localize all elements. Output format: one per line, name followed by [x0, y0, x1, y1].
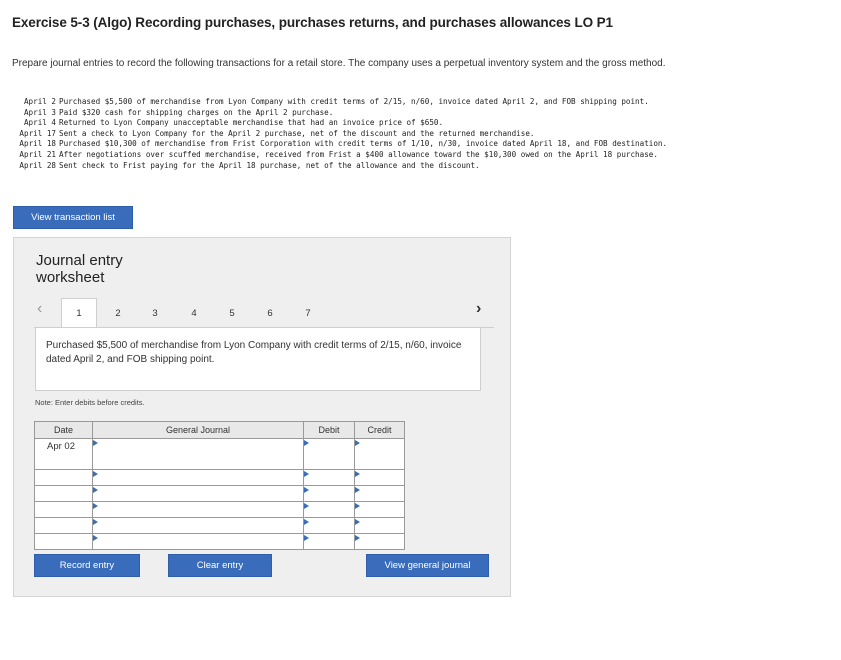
worksheet-tabs [34, 297, 494, 328]
general-journal-column-header: General Journal [93, 422, 304, 439]
credit-input[interactable] [355, 534, 405, 550]
date-cell: Apr 02 [35, 439, 93, 470]
account-select[interactable] [93, 502, 304, 518]
chevron-left-icon[interactable]: ‹ [37, 300, 43, 317]
tab-6[interactable]: 6 [267, 307, 273, 319]
credit-input[interactable] [355, 486, 405, 502]
dropdown-indicator-icon [304, 471, 309, 477]
credit-input[interactable] [355, 502, 405, 518]
dropdown-indicator-icon [355, 503, 360, 509]
debit-input[interactable] [304, 502, 355, 518]
dropdown-indicator-icon [304, 487, 309, 493]
dropdown-indicator-icon [304, 535, 309, 541]
tab-1[interactable]: 1 [61, 298, 97, 329]
table-row [35, 439, 405, 470]
journal-table [34, 421, 405, 550]
dropdown-indicator-icon [355, 519, 360, 525]
dropdown-indicator-icon [355, 487, 360, 493]
dropdown-indicator-icon [355, 535, 360, 541]
date-cell[interactable] [35, 502, 93, 518]
date-cell[interactable] [35, 470, 93, 486]
instructions: Prepare journal entries to record the following transactions for a retail store. The company uses a perpetual inventory system and the gross method. [12, 58, 666, 69]
date-cell[interactable] [35, 534, 93, 550]
date-column-header: Date [35, 422, 93, 439]
transaction-row: April 4 Returned to Lyon Company unacceptable merchandise that had an invoice price of $650. [23, 118, 444, 128]
debit-input[interactable] [304, 470, 355, 486]
table-row [35, 534, 405, 550]
debit-input[interactable] [304, 486, 355, 502]
credit-input[interactable] [355, 439, 405, 470]
debit-input[interactable] [304, 439, 355, 470]
tab-5[interactable]: 5 [229, 307, 235, 319]
page-title: Exercise 5-3 (Algo) Recording purchases, purchases returns, and purchases allowances LO P1 [12, 15, 613, 30]
debit-column-header: Debit [304, 422, 355, 439]
journal-entry-worksheet [13, 237, 511, 597]
dropdown-indicator-icon [304, 519, 309, 525]
transaction-row: April 28 Sent check to Frist paying for the April 18 purchase, net of the allowance and the discount. [19, 160, 480, 170]
dropdown-indicator-icon [93, 440, 98, 446]
account-select[interactable] [93, 518, 304, 534]
dropdown-indicator-icon [93, 503, 98, 509]
table-row [35, 486, 405, 502]
tab-4[interactable]: 4 [191, 307, 197, 319]
transaction-row: April 17 Sent a check to Lyon Company for the April 2 purchase, net of the discount and the returned merchandise. [19, 128, 535, 138]
entry-note: Note: Enter debits before credits. [35, 398, 145, 407]
record-entry-button[interactable]: Record entry [34, 554, 140, 577]
table-row [35, 518, 405, 534]
dropdown-indicator-icon [93, 535, 98, 541]
account-select[interactable] [93, 470, 304, 486]
dropdown-indicator-icon [304, 503, 309, 509]
dropdown-indicator-icon [355, 471, 360, 477]
transaction-row: April 21 After negotiations over scuffed merchandise, received from Frist a $400 allowance toward the $10,300 owed on the April 18 purchase. [19, 149, 658, 159]
view-transaction-list-button[interactable]: View transaction list [13, 206, 133, 229]
table-row [35, 502, 405, 518]
dropdown-indicator-icon [355, 440, 360, 446]
tab-2[interactable]: 2 [115, 307, 121, 319]
transaction-row: April 2 Purchased $5,500 of merchandise from Lyon Company with credit terms of 2/15, n/60, invoice dated April 2, and FOB shipping point. [23, 97, 649, 106]
transaction-description: Purchased $5,500 of merchandise from Lyon Company with credit terms of 2/15, n/60, invoice dated April 2, and FOB shipping point. [35, 327, 481, 391]
dropdown-indicator-icon [304, 440, 309, 446]
chevron-right-icon[interactable]: › [476, 300, 482, 317]
worksheet-title: Journal entry worksheet [36, 252, 123, 286]
view-general-journal-button[interactable]: View general journal [366, 554, 489, 577]
dropdown-indicator-icon [93, 487, 98, 493]
account-select[interactable] [93, 486, 304, 502]
debit-input[interactable] [304, 518, 355, 534]
transaction-row: April 3 Paid $320 cash for shipping charges on the April 2 purchase. [23, 107, 334, 117]
credit-input[interactable] [355, 518, 405, 534]
dropdown-indicator-icon [93, 471, 98, 477]
credit-column-header: Credit [355, 422, 405, 439]
dropdown-indicator-icon [93, 519, 98, 525]
clear-entry-button[interactable]: Clear entry [168, 554, 272, 577]
date-cell[interactable] [35, 518, 93, 534]
table-row [35, 470, 405, 486]
date-cell[interactable] [35, 486, 93, 502]
debit-input[interactable] [304, 534, 355, 550]
tab-3[interactable]: 3 [152, 307, 158, 319]
transaction-row: April 18 Purchased $10,300 of merchandise from Frist Corporation with credit terms of 1/10, n/30, invoice dated April 18, and FOB destination. [19, 139, 668, 149]
account-select[interactable] [93, 439, 304, 470]
account-select[interactable] [93, 534, 304, 550]
tab-7[interactable]: 7 [305, 307, 311, 319]
transaction-list [10, 97, 719, 171]
credit-input[interactable] [355, 470, 405, 486]
